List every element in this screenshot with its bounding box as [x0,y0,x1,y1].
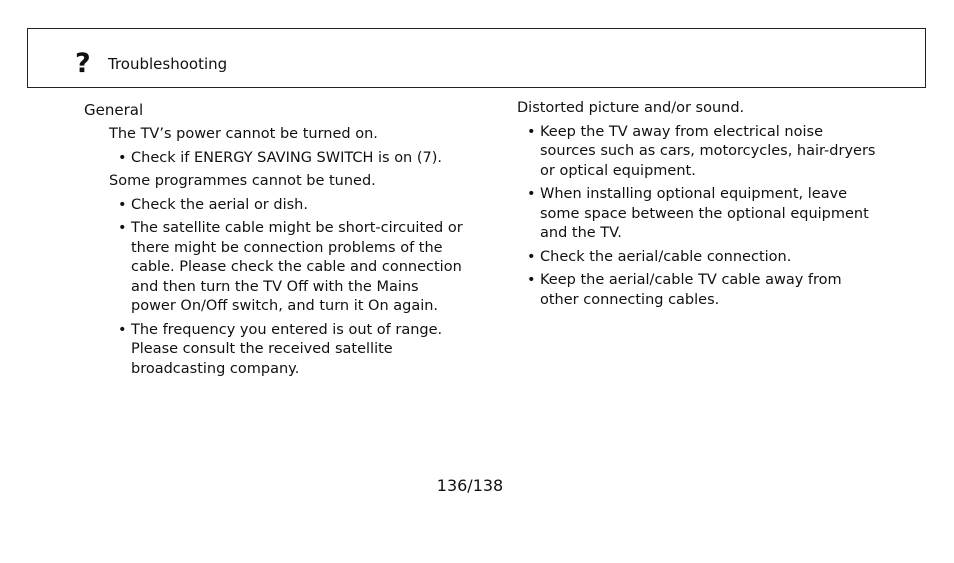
problem-title: Distorted picture and/or sound. [517,100,745,116]
solution-list [527,123,877,311]
list-item: • Keep the TV away from electrical noise sources such as cars, motorcycles, hair-dryers or optical equipment. [527,123,876,179]
left-column [84,99,464,383]
bullet-icon: • [118,149,127,166]
header-bar [27,28,926,88]
list-item: • Check if ENERGY SAVING SWITCH is on (7). [118,149,464,169]
list-item: • Check the aerial or dish. [118,196,464,216]
list-item: • When installing optional equipment, leave some space between the optional equipment and the TV. [527,186,869,241]
problem-title: Some programmes cannot be tuned. [109,173,376,189]
question-mark-icon: ? [75,48,91,79]
list-item: • The satellite cable might be short-circuited or there might be connection problems of the cable. Please check the cable and connection and then turn the TV Off with the Mains power On/Off switch, and turn it On again. [118,220,463,314]
bullet-icon: • [118,220,127,236]
bullet-icon: • [527,186,536,202]
solution-list [118,196,464,380]
problem-title: The TV’s power cannot be turned on. [109,126,378,142]
right-column [517,99,877,314]
list-item: • The frequency you entered is out of range. Please consult the received satellite broadcasting company. [118,321,443,377]
bullet-icon: • [527,248,536,265]
bullet-icon: • [527,123,536,140]
bullet-icon: • [118,196,127,213]
bullet-icon: • [527,272,536,288]
page-title: Troubleshooting [108,55,228,73]
bullet-icon: • [118,321,127,338]
list-item: • Keep the aerial/cable TV cable away from other connecting cables. [527,272,842,308]
page-number: 136/138 [436,476,504,495]
solution-list [118,149,464,169]
section-heading-general: General [84,101,144,119]
list-item: • Check the aerial/cable connection. [527,248,877,268]
